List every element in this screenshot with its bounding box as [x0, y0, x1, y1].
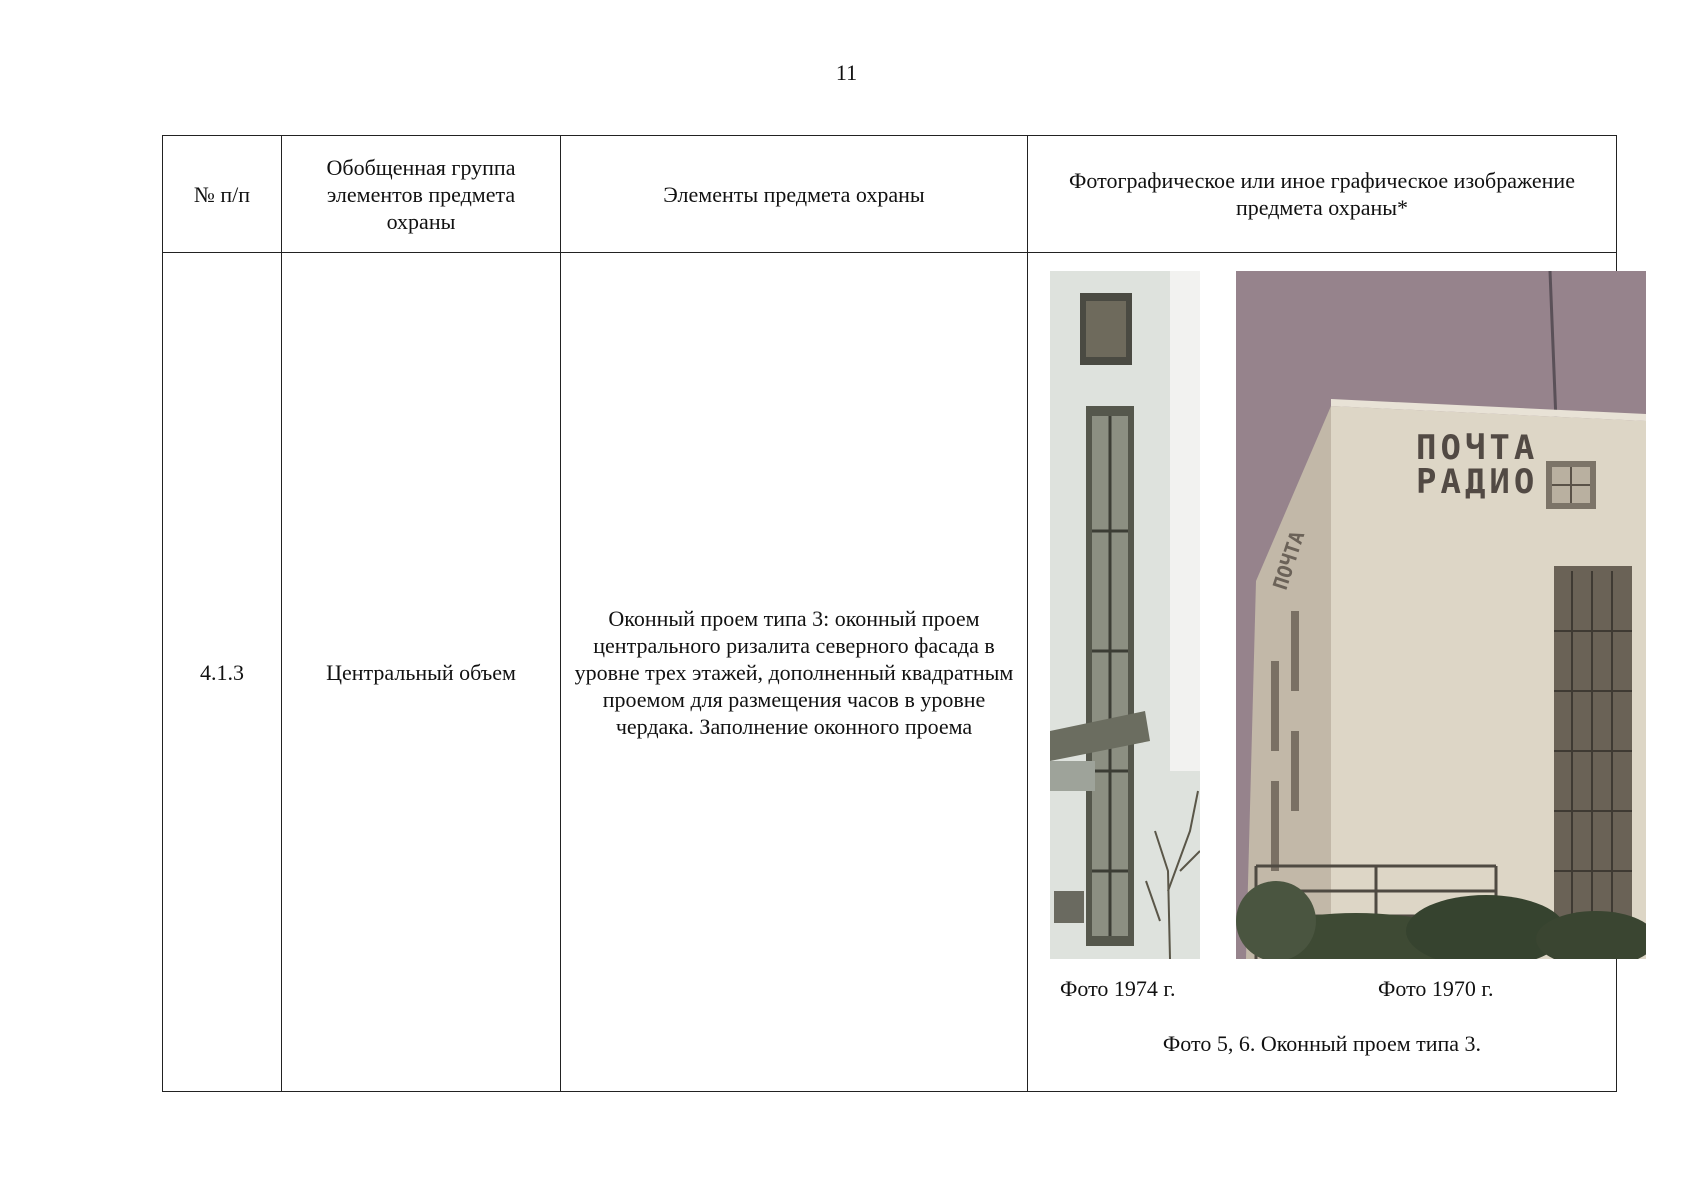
row-num: 4.1.3	[163, 253, 282, 1092]
row-group: Центральный объем	[282, 253, 561, 1092]
photos-main-caption: Фото 5, 6. Оконный проем типа 3.	[1162, 1031, 1482, 1056]
photo-1970-caption: Фото 1970 г.	[1378, 976, 1494, 1001]
header-elements: Элементы предмета охраны	[561, 136, 1028, 253]
header-image: Фотографическое или иное графическое изображение предмета охраны*	[1028, 136, 1617, 253]
row-photos-cell	[1028, 253, 1617, 1092]
header-group: Обобщенная группа элементов предмета охраны	[282, 136, 561, 253]
heritage-table	[162, 135, 1617, 1092]
photo-1974-caption: Фото 1974 г.	[1060, 976, 1176, 1001]
table-row	[163, 253, 1617, 1092]
table-header-row	[163, 136, 1617, 253]
photo-side-sign: ПОЧТА	[1267, 527, 1310, 593]
photo-1974	[1050, 271, 1200, 959]
photo-1970	[1236, 271, 1646, 959]
header-num: № п/п	[163, 136, 282, 253]
page-number: 11	[835, 60, 858, 85]
photo-sign-line2: РАДИО	[1416, 462, 1539, 502]
photo-sign-line1: ПОЧТА	[1416, 428, 1539, 468]
row-elements: Оконный проем типа 3: оконный проем центрального ризалита северного фасада в уровне трех этажей, дополненный квадратным проемом для размещения часов в уровне чердака. Заполнение оконного проема	[561, 253, 1028, 1092]
photo-block	[1028, 253, 1616, 1091]
